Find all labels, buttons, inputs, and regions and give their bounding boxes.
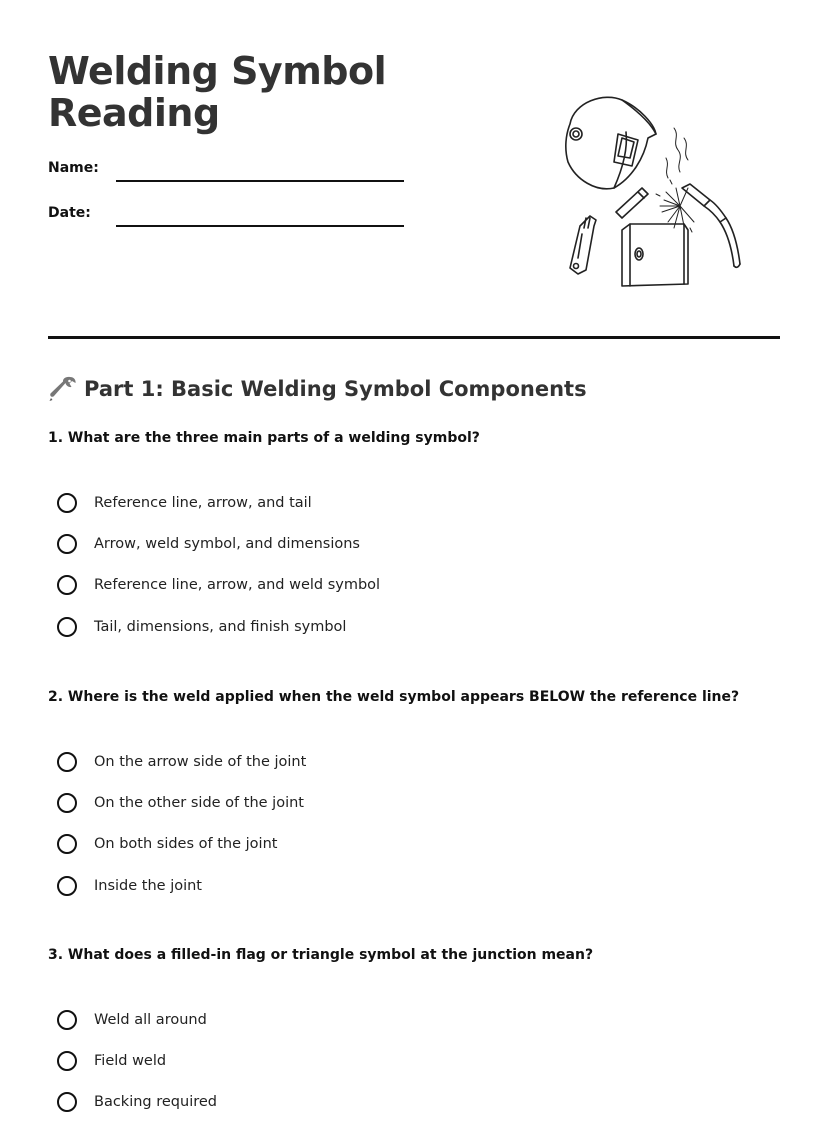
part1-heading: [48, 372, 587, 406]
radio-button[interactable]: [57, 617, 77, 637]
q2-option-4[interactable]: [57, 865, 306, 906]
option-label: On the other side of the joint: [94, 794, 304, 811]
q1-option-4[interactable]: [57, 606, 380, 647]
worksheet-title-line-2: Reading: [48, 91, 220, 135]
worksheet-title: [48, 50, 386, 134]
q2-option-2[interactable]: [57, 782, 306, 823]
option-label: Reference line, arrow, and weld symbol: [94, 577, 381, 594]
question-1-options: [57, 482, 380, 647]
header-divider: [48, 336, 780, 339]
part1-heading-text: Part 1: Basic Welding Symbol Components: [84, 377, 587, 401]
worksheet-title-line-1: Welding Symbol: [48, 49, 387, 93]
option-label: On the arrow side of the joint: [94, 753, 307, 770]
option-label: Arrow, weld symbol, and dimensions: [94, 535, 360, 552]
metal-workpiece-icon: [622, 224, 688, 286]
q2-option-3[interactable]: [57, 824, 306, 865]
radio-button[interactable]: [57, 752, 77, 772]
option-label: Field weld: [94, 1052, 167, 1069]
date-line[interactable]: [116, 225, 404, 227]
name-label: Name:: [48, 160, 99, 176]
option-label: Backing required: [94, 1094, 217, 1111]
option-label: Inside the joint: [94, 877, 202, 894]
radio-button[interactable]: [57, 834, 77, 854]
radio-button[interactable]: [57, 876, 77, 896]
option-label: Weld all around: [94, 1011, 207, 1028]
q1-option-1[interactable]: [57, 482, 380, 523]
wrench-icon: [48, 374, 78, 404]
question-3-options: [57, 999, 217, 1123]
radio-button[interactable]: [57, 1092, 77, 1112]
sparks-icon: [656, 128, 694, 232]
q1-option-3[interactable]: [57, 565, 380, 606]
q3-option-2[interactable]: [57, 1040, 217, 1081]
date-label: Date:: [48, 205, 91, 221]
option-label: On both sides of the joint: [94, 836, 278, 853]
q2-option-1[interactable]: [57, 741, 306, 782]
radio-button[interactable]: [57, 1051, 77, 1071]
welding-equipment-illustration: [556, 88, 752, 296]
radio-button[interactable]: [57, 534, 77, 554]
name-line[interactable]: [116, 180, 404, 182]
name-field: [48, 160, 408, 190]
q1-option-2[interactable]: [57, 523, 380, 564]
date-field: [48, 205, 408, 235]
option-label: Reference line, arrow, and tail: [94, 494, 312, 511]
wrench-tool-icon: [570, 216, 596, 274]
radio-button[interactable]: [57, 1010, 77, 1030]
question-1: 1. What are the three main parts of a welding symbol?: [48, 430, 480, 446]
q3-option-1[interactable]: [57, 999, 217, 1040]
question-3: 3. What does a filled-in flag or triangle symbol at the junction mean?: [48, 947, 594, 963]
radio-button[interactable]: [57, 793, 77, 813]
radio-button[interactable]: [57, 493, 77, 513]
q3-option-3[interactable]: [57, 1082, 217, 1123]
question-2: 2. Where is the weld applied when the weld symbol appears BELOW the reference line?: [48, 689, 740, 705]
option-label: Tail, dimensions, and finish symbol: [94, 618, 347, 635]
question-2-options: [57, 741, 306, 906]
radio-button[interactable]: [57, 575, 77, 595]
welding-rod-icon: [616, 188, 648, 218]
welding-torch-icon: [682, 184, 740, 267]
welding-helmet-icon: [566, 97, 656, 189]
